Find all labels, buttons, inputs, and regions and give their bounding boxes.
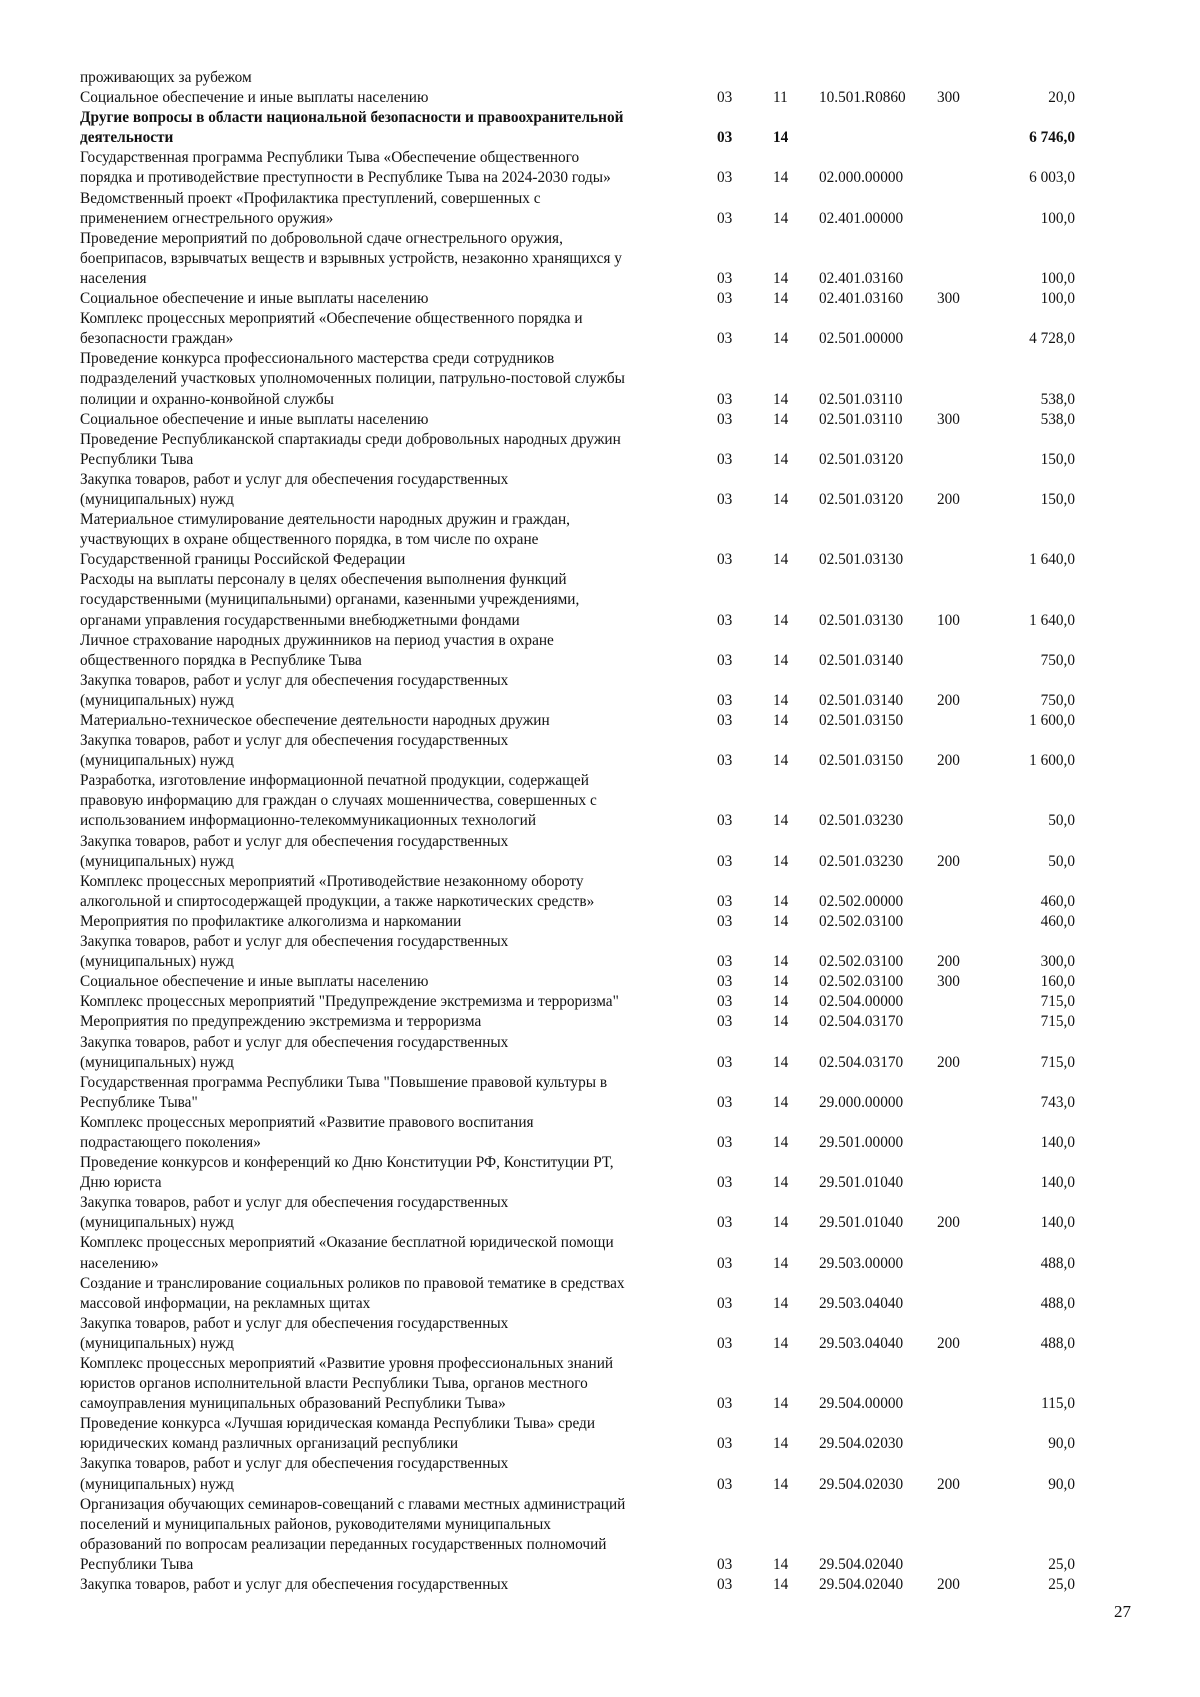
item-name: Закупка товаров, работ и услуг для обеспечения государственных (муниципальных) нужд (80, 933, 509, 971)
expense-type-code: 200 (937, 1576, 960, 1594)
item-name: Материально-техническое обеспечение деятельности народных дружин (80, 712, 550, 729)
target-article-code: 02.501.03130 (819, 611, 904, 629)
amount: 140,0 (1040, 1133, 1075, 1151)
amount: 25,0 (1048, 1555, 1075, 1573)
amount: 100,0 (1040, 269, 1075, 287)
table-row (80, 1193, 1150, 1233)
table-row (80, 912, 1150, 932)
section-code: 03 (717, 1053, 733, 1071)
target-article-code: 02.502.03100 (819, 953, 904, 971)
subsection-code: 14 (773, 1435, 789, 1453)
target-article-code: 02.501.03120 (819, 450, 904, 468)
item-name: Создание и транслирование социальных роликов по правовой тематике в средствах массовой информации, на рекламных щитах (80, 1274, 625, 1312)
item-name: Закупка товаров, работ и услуг для обеспечения государственных (муниципальных) нужд (80, 470, 509, 508)
target-article-code: 02.501.03150 (819, 752, 904, 770)
item-name: Мероприятия по профилактике алкоголизма и наркомании (80, 912, 462, 930)
subsection-code: 14 (773, 1053, 789, 1071)
table-row (80, 570, 1150, 630)
table-row (80, 872, 1150, 912)
item-name: Комплекс процессных мероприятий "Предупреждение экстремизма и терроризма" (80, 993, 619, 1011)
section-code: 03 (717, 1254, 733, 1272)
target-article-code: 02.501.03150 (819, 712, 904, 729)
item-name: Разработка, изготовление информационной печатной продукции, содержащей правовую информацию для граждан о случаях мошенничества, совершенных с использованием информационно-телекоммуникационных технологий (80, 772, 597, 830)
item-name: Материальное стимулирование деятельности народных дружин и граждан, участвующих в охране общественного порядка, в том числе по охране Государственной границы Российской Федерации (80, 511, 570, 569)
target-article-code: 02.501.03140 (819, 691, 904, 709)
table-row (80, 932, 1150, 972)
section-code: 03 (717, 953, 733, 971)
amount: 743,0 (1040, 1093, 1075, 1111)
table-row (80, 832, 1150, 872)
item-name: Ведомственный проект «Профилактика преступлений, совершенных с применением огнестрельного оружия» (80, 189, 541, 227)
table-row (80, 1153, 1150, 1193)
subsection-code: 14 (773, 1334, 789, 1352)
section-code: 03 (717, 1133, 733, 1151)
target-article-code: 02.501.03230 (819, 812, 904, 830)
item-name: Проведение конкурса профессионального мастерства среди сотрудников подразделений участковых уполномоченных полиции, патрульно-постовой службы полиции и охранно-конвойной службы (80, 350, 625, 408)
item-name: Закупка товаров, работ и услуг для обеспечения государственных (муниципальных) нужд (80, 671, 509, 709)
table-row (80, 731, 1150, 771)
item-name: Проведение мероприятий по добровольной сдаче огнестрельного оружия, боеприпасов, взрывчатых веществ и взрывных устройств, незаконно хранящихся у населения (80, 229, 622, 287)
target-article-code: 29.503.00000 (819, 1254, 904, 1272)
amount: 460,0 (1040, 892, 1075, 910)
amount: 750,0 (1040, 651, 1075, 669)
amount: 140,0 (1040, 1214, 1075, 1232)
subsection-code: 14 (773, 129, 789, 147)
target-article-code: 02.501.03130 (819, 551, 904, 569)
section-code: 03 (717, 89, 733, 107)
table-row (80, 631, 1150, 671)
table-row (80, 1113, 1150, 1153)
table-row (80, 1414, 1150, 1454)
subsection-code: 14 (773, 390, 789, 408)
subsection-code: 14 (773, 953, 789, 971)
section-code: 03 (717, 1174, 733, 1192)
table-row (80, 68, 1150, 88)
amount: 150,0 (1040, 490, 1075, 508)
section-code: 03 (717, 892, 733, 910)
subsection-code: 14 (773, 651, 789, 669)
subsection-code: 14 (773, 1093, 789, 1111)
section-code: 03 (717, 551, 733, 569)
amount: 20,0 (1048, 89, 1075, 107)
item-name: Проведение конкурса «Лучшая юридическая команда Республики Тыва» среди юридических команд различных организаций республики (80, 1415, 596, 1453)
section-code: 03 (717, 1576, 733, 1594)
section-code: 03 (717, 1294, 733, 1312)
table-row (80, 88, 1150, 108)
subsection-code: 14 (773, 752, 789, 770)
table-row (80, 510, 1150, 570)
expense-type-code: 200 (937, 1334, 960, 1352)
section-code: 03 (717, 993, 733, 1011)
target-article-code: 02.504.00000 (819, 993, 904, 1011)
target-article-code: 02.501.00000 (819, 330, 904, 348)
table-row (80, 309, 1150, 349)
subsection-code: 14 (773, 812, 789, 830)
subsection-code: 14 (773, 1013, 789, 1031)
subsection-code: 14 (773, 912, 789, 930)
subsection-code: 14 (773, 1133, 789, 1151)
amount: 488,0 (1040, 1254, 1075, 1272)
section-code: 03 (717, 651, 733, 669)
table-row (80, 711, 1150, 731)
subsection-code: 14 (773, 290, 789, 308)
section-code: 03 (717, 490, 733, 508)
table-row (80, 1314, 1150, 1354)
item-name: Проведение Республиканской спартакиады среди добровольных народных дружин Республики Тыва (80, 430, 621, 468)
subsection-code: 14 (773, 551, 789, 569)
section-code: 03 (717, 1475, 733, 1493)
target-article-code: 29.503.04040 (819, 1334, 904, 1352)
expense-type-code: 200 (937, 1475, 960, 1493)
table-row (80, 108, 1150, 148)
amount: 538,0 (1040, 390, 1075, 408)
item-name: Личное страхование народных дружинников на период участия в охране общественного порядка в Республике Тыва (80, 631, 554, 669)
table-row (80, 1454, 1150, 1494)
table-row (80, 189, 1150, 229)
subsection-code: 14 (773, 1254, 789, 1272)
table-row (80, 1233, 1150, 1273)
amount: 715,0 (1040, 1053, 1075, 1071)
target-article-code: 02.000.00000 (819, 169, 904, 187)
amount: 488,0 (1040, 1334, 1075, 1352)
item-name: Комплекс процессных мероприятий «Оказание бесплатной юридической помощи населению» (80, 1234, 614, 1272)
budget-table (80, 68, 1150, 1595)
amount: 50,0 (1048, 852, 1075, 870)
table-row (80, 1274, 1150, 1314)
expense-type-code: 200 (937, 852, 960, 870)
section-code: 03 (717, 1555, 733, 1573)
subsection-code: 14 (773, 209, 789, 227)
subsection-code: 14 (773, 450, 789, 468)
target-article-code: 29.501.01040 (819, 1174, 904, 1192)
expense-type-code: 300 (937, 89, 960, 107)
target-article-code: 02.501.03110 (819, 410, 903, 428)
subsection-code: 14 (773, 1214, 789, 1232)
item-name: проживающих за рубежом (80, 69, 252, 86)
subsection-code: 14 (773, 993, 789, 1011)
target-article-code: 02.501.03120 (819, 490, 904, 508)
target-article-code: 29.504.02030 (819, 1435, 904, 1453)
target-article-code: 29.504.02030 (819, 1475, 904, 1493)
item-name: Организация обучающих семинаров-совещаний с главами местных администраций поселений и муниципальных районов, руководителями муниципальных образований по вопросам реализации переданных государственных полномочий Республики Тыва (80, 1495, 626, 1573)
section-code: 03 (717, 290, 733, 308)
table-row (80, 972, 1150, 992)
amount: 160,0 (1040, 973, 1075, 991)
table-row (80, 410, 1150, 430)
section-code: 03 (717, 129, 733, 147)
page-number: 27 (1114, 1602, 1131, 1621)
subsection-code: 14 (773, 973, 789, 991)
section-code: 03 (717, 1093, 733, 1111)
section-code: 03 (717, 973, 733, 991)
amount: 1 640,0 (1029, 551, 1075, 569)
target-article-code: 02.501.03140 (819, 651, 904, 669)
table-row (80, 229, 1150, 289)
amount: 100,0 (1040, 209, 1075, 227)
table-row (80, 289, 1150, 309)
expense-type-code: 200 (937, 1214, 960, 1232)
section-code: 03 (717, 330, 733, 348)
section-code: 03 (717, 390, 733, 408)
subsection-code: 11 (773, 89, 788, 107)
expense-type-code: 200 (937, 691, 960, 709)
amount: 6 003,0 (1029, 169, 1075, 187)
subsection-code: 14 (773, 1475, 789, 1493)
subsection-code: 14 (773, 490, 789, 508)
expense-type-code: 200 (937, 953, 960, 971)
section-code: 03 (717, 410, 733, 428)
expense-type-code: 300 (937, 410, 960, 428)
table-row (80, 992, 1150, 1012)
subsection-code: 14 (773, 611, 789, 629)
subsection-code: 14 (773, 1555, 789, 1573)
section-code: 03 (717, 1013, 733, 1031)
target-article-code: 02.401.03160 (819, 290, 904, 308)
target-article-code: 29.000.00000 (819, 1093, 904, 1111)
target-article-code: 02.501.03230 (819, 852, 904, 870)
amount: 140,0 (1040, 1174, 1075, 1192)
target-article-code: 02.502.00000 (819, 892, 904, 910)
expense-type-code: 300 (937, 973, 960, 991)
target-article-code: 02.504.03170 (819, 1013, 904, 1031)
amount: 300,0 (1040, 953, 1075, 971)
amount: 750,0 (1040, 691, 1075, 709)
amount: 488,0 (1040, 1294, 1075, 1312)
amount: 1 640,0 (1029, 611, 1075, 629)
section-code: 03 (717, 1395, 733, 1413)
amount: 25,0 (1048, 1576, 1075, 1594)
item-name: Закупка товаров, работ и услуг для обеспечения государственных (муниципальных) нужд (80, 1314, 509, 1352)
target-article-code: 02.401.00000 (819, 209, 904, 227)
section-code: 03 (717, 912, 733, 930)
table-row (80, 1012, 1150, 1032)
item-name: Закупка товаров, работ и услуг для обеспечения государственных (муниципальных) нужд (80, 732, 509, 770)
section-code: 03 (717, 1435, 733, 1453)
amount: 90,0 (1048, 1475, 1075, 1493)
amount: 100,0 (1040, 290, 1075, 308)
amount: 538,0 (1040, 410, 1075, 428)
section-code: 03 (717, 691, 733, 709)
section-code: 03 (717, 1334, 733, 1352)
target-article-code: 29.504.02040 (819, 1555, 904, 1573)
amount: 50,0 (1048, 812, 1075, 830)
target-article-code: 29.501.01040 (819, 1214, 904, 1232)
target-article-code: 02.504.03170 (819, 1053, 904, 1071)
section-code: 03 (717, 169, 733, 187)
target-article-code: 02.401.03160 (819, 269, 904, 287)
item-name: Социальное обеспечение и иные выплаты населению (80, 290, 429, 308)
item-name: Расходы на выплаты персоналу в целях обеспечения выполнения функций государственными (муниципальными) органами, казенными учреждениями, органами управления государственными внебюджетными фондами (80, 571, 580, 629)
table-row (80, 1073, 1150, 1113)
item-name: Социальное обеспечение и иные выплаты населению (80, 89, 429, 107)
target-article-code: 02.502.03100 (819, 912, 904, 930)
target-article-code: 02.501.03110 (819, 390, 903, 408)
section-code: 03 (717, 752, 733, 770)
item-name: Комплекс процессных мероприятий «Развитие уровня профессиональных знаний юристов органов исполнительной власти Республики Тыва, органов местного самоуправления муниципальных образований Республики Тыва» (80, 1355, 614, 1413)
section-code: 03 (717, 611, 733, 629)
amount: 90,0 (1048, 1435, 1075, 1453)
expense-type-code: 300 (937, 290, 960, 308)
expense-type-code: 100 (937, 611, 960, 629)
item-name: Закупка товаров, работ и услуг для обеспечения государственных (муниципальных) нужд (80, 832, 509, 870)
item-name: Государственная программа Республики Тыва «Обеспечение общественного порядка и противодействие преступности в Республике Тыва на 2024-2030 годы» (80, 149, 611, 187)
item-name: Социальное обеспечение и иные выплаты населению (80, 973, 429, 991)
table-row (80, 148, 1150, 188)
subsection-code: 14 (773, 1294, 789, 1312)
table-row (80, 1575, 1150, 1595)
item-name: Государственная программа Республики Тыва "Повышение правовой культуры в Республике Тыва" (80, 1073, 608, 1111)
amount: 6 746,0 (1029, 129, 1075, 147)
target-article-code: 29.501.00000 (819, 1133, 904, 1151)
item-name: Закупка товаров, работ и услуг для обеспечения государственных (муниципальных) нужд (80, 1033, 509, 1071)
amount: 1 600,0 (1029, 752, 1075, 770)
item-name: Закупка товаров, работ и услуг для обеспечения государственных (муниципальных) нужд (80, 1455, 509, 1493)
item-name: Мероприятия по предупреждению экстремизма и терроризма (80, 1013, 482, 1031)
expense-type-code: 200 (937, 490, 960, 508)
subsection-code: 14 (773, 1576, 789, 1594)
amount: 4 728,0 (1029, 330, 1075, 348)
item-name: Закупка товаров, работ и услуг для обеспечения государственных (муниципальных) нужд (80, 1194, 509, 1232)
table-row (80, 430, 1150, 470)
amount: 1 600,0 (1029, 712, 1075, 729)
subsection-code: 14 (773, 712, 789, 729)
section-code: 03 (717, 209, 733, 227)
subsection-code: 14 (773, 410, 789, 428)
target-article-code: 29.504.00000 (819, 1395, 904, 1413)
item-name: Закупка товаров, работ и услуг для обеспечения государственных (80, 1576, 509, 1594)
item-name: Социальное обеспечение и иные выплаты населению (80, 410, 429, 428)
subsection-code: 14 (773, 330, 789, 348)
section-code: 03 (717, 812, 733, 830)
section-code: 03 (717, 712, 733, 729)
amount: 715,0 (1040, 993, 1075, 1011)
amount: 150,0 (1040, 450, 1075, 468)
table-row (80, 1033, 1150, 1073)
expense-type-code: 200 (937, 1053, 960, 1071)
subsection-code: 14 (773, 169, 789, 187)
subsection-code: 14 (773, 892, 789, 910)
target-article-code: 29.503.04040 (819, 1294, 904, 1312)
amount: 460,0 (1040, 912, 1075, 930)
target-article-code: 29.504.02040 (819, 1576, 904, 1594)
item-name: Комплекс процессных мероприятий «Обеспечение общественного порядка и безопасности граждан» (80, 310, 583, 348)
table-row (80, 470, 1150, 510)
section-code: 03 (717, 852, 733, 870)
expense-type-code: 200 (937, 752, 960, 770)
table-row (80, 771, 1150, 831)
section-code: 03 (717, 1214, 733, 1232)
table-row (80, 1495, 1150, 1575)
target-article-code: 02.502.03100 (819, 973, 904, 991)
amount: 115,0 (1041, 1395, 1075, 1413)
subsection-code: 14 (773, 691, 789, 709)
table-row (80, 1354, 1150, 1414)
amount: 715,0 (1040, 1013, 1075, 1031)
subsection-code: 14 (773, 1174, 789, 1192)
item-name: Комплекс процессных мероприятий «Противодействие незаконному обороту алкогольной и спиртосодержащей продукции, а также наркотических средств» (80, 872, 595, 910)
item-name: Комплекс процессных мероприятий «Развитие правового воспитания подрастающего поколения» (80, 1113, 534, 1151)
table-row (80, 671, 1150, 711)
subsection-code: 14 (773, 1395, 789, 1413)
section-code: 03 (717, 269, 733, 287)
section-code: 03 (717, 450, 733, 468)
subsection-code: 14 (773, 852, 789, 870)
subsection-code: 14 (773, 269, 789, 287)
item-name: Проведение конкурсов и конференций ко Дню Конституции РФ, Конституции РТ, Дню юриста (80, 1154, 614, 1192)
table-row (80, 349, 1150, 409)
item-name: Другие вопросы в области национальной безопасности и правоохранительной деятельности (80, 109, 624, 147)
target-article-code: 10.501.R0860 (819, 89, 906, 107)
